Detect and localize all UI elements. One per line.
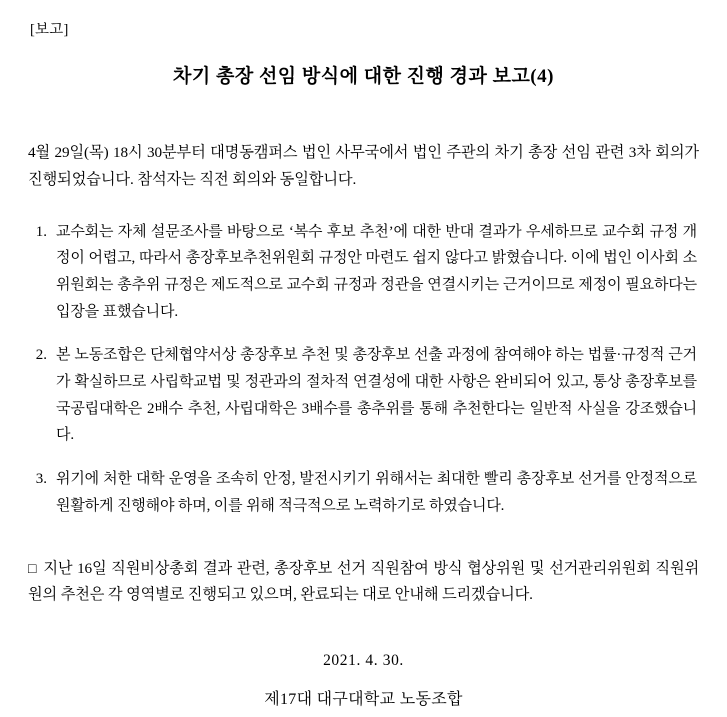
lead-paragraph: 4월 29일(목) 18시 30분부터 대명동캠퍼스 법인 사무국에서 법인 주관의 차기 총장 선임 관련 3차 회의가 진행되었습니다. 참석자는 직전 회의와 동일합니다. bbox=[28, 144, 699, 188]
notice-paragraph bbox=[26, 556, 701, 609]
document-tag: [보고] bbox=[30, 22, 69, 38]
page-title: 차기 총장 선임 방식에 대한 진행 경과 보고(4) bbox=[173, 66, 554, 88]
notice-text: 지난 16일 직원비상총회 결과 관련, 총장후보 선거 직원참여 방식 협상위원 및 선거관리위원회 직원위원의 추천은 각 영역별로 진행되고 있으며, 완료되는 대로 안내해 드리겠습니다. bbox=[28, 559, 699, 603]
list-item-marker: 3. bbox=[35, 471, 47, 488]
signature-block bbox=[26, 652, 701, 709]
numbered-list bbox=[26, 219, 701, 520]
list-item-text: 본 노동조합은 단체협약서상 총장후보 추천 및 총장후보 선출 과정에 참여해야 하는 법률·규정적 근거가 확실하므로 사립학교법 및 정관과의 절차적 연결성에 대한 사항은 완비되어 있고, 통상 총장후보를 국공립대학은 2배수 추천, 사립대학은 3배수를 총추위를 통해 추천한다는 일반적 사실을 강조했습니다. bbox=[56, 347, 697, 444]
list-item-marker: 2. bbox=[35, 347, 47, 364]
list-item bbox=[26, 342, 701, 449]
list-item bbox=[26, 466, 701, 519]
square-bullet-icon: □ bbox=[28, 561, 38, 577]
list-item-marker: 1. bbox=[35, 223, 47, 240]
document-date: 2021. 4. 30. bbox=[323, 652, 404, 670]
organization-name: 제17대 대구대학교 노동조합 bbox=[264, 691, 463, 709]
list-item bbox=[26, 219, 701, 326]
list-item-text: 위기에 처한 대학 운영을 조속히 안정, 발전시키기 위해서는 최대한 빨리 총장후보 선거를 안정적으로 원활하게 진행해야 하며, 이를 위해 적극적으로 노력하기로 하였습니다. bbox=[56, 471, 697, 514]
list-item-text: 교수회는 자체 설문조사를 바탕으로 ‘복수 후보 추천’에 대한 반대 결과가 우세하므로 교수회 규정 개정이 어렵고, 따라서 총장후보추천위원회 규정안 마련도 쉽지 않다고 밝혔습니다. 이에 법인 이사회 소위원회는 총추위 규정은 제도적으로 교수회 규정과 정관을 연결시키는 근거이므로 제정이 필요하다는 입장을 표했습니다. bbox=[56, 223, 697, 320]
